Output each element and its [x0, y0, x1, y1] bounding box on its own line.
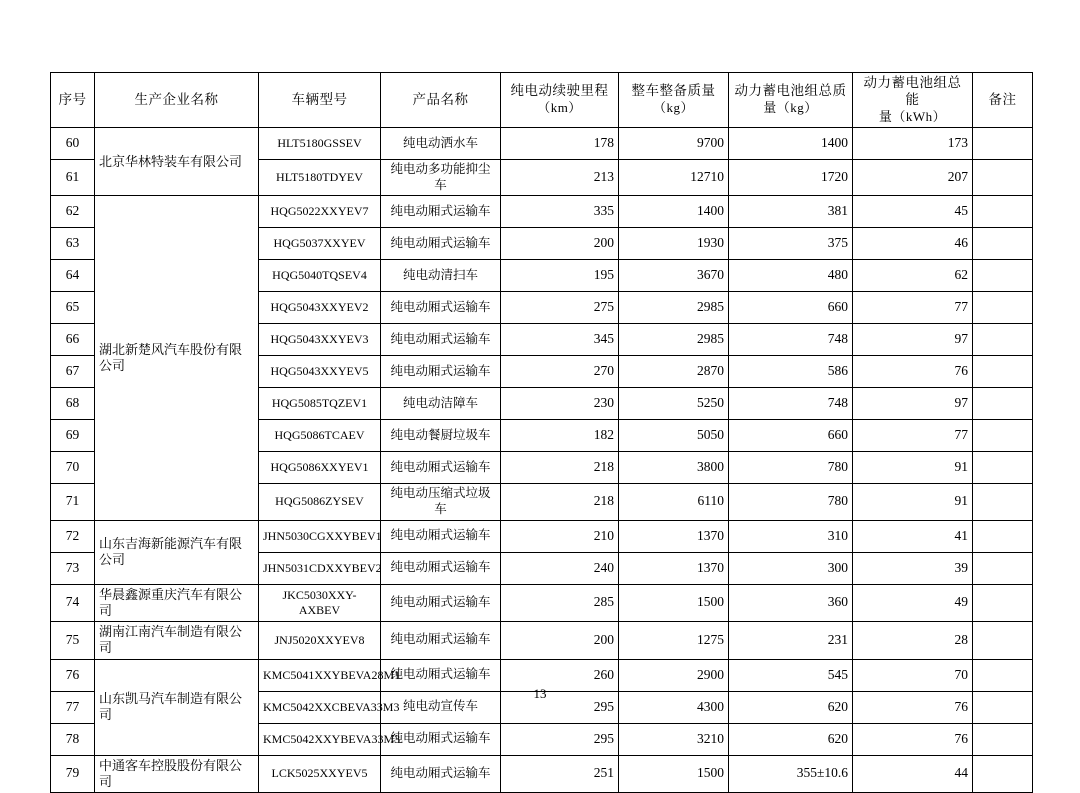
cell-range: 260	[501, 659, 619, 691]
cell-vehicle-model: HQG5022XXYEV7	[259, 196, 381, 228]
cell-battery-energy: 91	[853, 484, 973, 520]
cell-index: 77	[51, 691, 95, 723]
table-row	[51, 755, 1033, 793]
table-row	[51, 622, 1033, 660]
cell-battery-mass: 480	[729, 260, 853, 292]
cell-note	[973, 260, 1033, 292]
cell-note	[973, 723, 1033, 755]
cell-index: 74	[51, 584, 95, 622]
cell-manufacturer: 中通客车控股股份有限公司	[95, 755, 259, 793]
cell-product-name: 纯电动厢式运输车	[381, 659, 501, 691]
cell-index: 66	[51, 324, 95, 356]
cell-battery-mass: 545	[729, 659, 853, 691]
cell-index: 67	[51, 356, 95, 388]
cell-battery-mass: 231	[729, 622, 853, 660]
cell-battery-mass: 660	[729, 292, 853, 324]
cell-vehicle-model: LCK5025XXYEV5	[259, 755, 381, 793]
column-header-manufacturer	[95, 73, 259, 128]
cell-vehicle-model: HQG5040TQSEV4	[259, 260, 381, 292]
cell-range: 295	[501, 723, 619, 755]
cell-note	[973, 452, 1033, 484]
table-row	[51, 128, 1033, 160]
cell-manufacturer: 湖南江南汽车制造有限公司	[95, 622, 259, 660]
cell-battery-energy: 41	[853, 520, 973, 552]
cell-battery-energy: 70	[853, 659, 973, 691]
cell-product-name: 纯电动多功能抑尘车	[381, 160, 501, 196]
cell-index: 75	[51, 622, 95, 660]
cell-battery-mass: 780	[729, 452, 853, 484]
column-header-battery-mass-line1: 动力蓄电池组总质	[734, 83, 847, 99]
vehicle-catalog-table	[50, 72, 1033, 793]
column-header-vehicle-model	[259, 73, 381, 128]
cell-curb-mass: 1400	[619, 196, 729, 228]
table-row	[51, 196, 1033, 228]
cell-curb-mass: 6110	[619, 484, 729, 520]
column-header-curb-mass-line1: 整车整备质量	[631, 83, 716, 99]
cell-index: 76	[51, 659, 95, 691]
cell-manufacturer: 北京华林特装车有限公司	[95, 128, 259, 196]
cell-battery-energy: 62	[853, 260, 973, 292]
cell-battery-mass: 300	[729, 552, 853, 584]
cell-battery-mass: 375	[729, 228, 853, 260]
cell-range: 295	[501, 691, 619, 723]
cell-range: 240	[501, 552, 619, 584]
cell-vehicle-model: HQG5043XXYEV3	[259, 324, 381, 356]
cell-range: 218	[501, 452, 619, 484]
cell-product-name: 纯电动厢式运输车	[381, 292, 501, 324]
cell-product-name: 纯电动厢式运输车	[381, 324, 501, 356]
cell-manufacturer: 华晨鑫源重庆汽车有限公司	[95, 584, 259, 622]
column-header-index	[51, 73, 95, 128]
cell-vehicle-model: JNJ5020XXYEV8	[259, 622, 381, 660]
cell-index: 65	[51, 292, 95, 324]
cell-curb-mass: 5050	[619, 420, 729, 452]
cell-manufacturer: 山东凯马汽车制造有限公司	[95, 659, 259, 755]
cell-product-name: 纯电动清扫车	[381, 260, 501, 292]
cell-note	[973, 388, 1033, 420]
table-row	[51, 584, 1033, 622]
cell-battery-mass: 586	[729, 356, 853, 388]
cell-index: 61	[51, 160, 95, 196]
column-header-curb-mass	[619, 73, 729, 128]
cell-note	[973, 484, 1033, 520]
cell-product-name: 纯电动厢式运输车	[381, 356, 501, 388]
cell-battery-energy: 97	[853, 388, 973, 420]
cell-vehicle-model: HQG5043XXYEV2	[259, 292, 381, 324]
cell-note	[973, 420, 1033, 452]
column-header-battery-energy-line1: 动力蓄电池组总能	[863, 75, 962, 107]
cell-range: 200	[501, 228, 619, 260]
cell-note	[973, 228, 1033, 260]
cell-battery-mass: 310	[729, 520, 853, 552]
cell-battery-energy: 91	[853, 452, 973, 484]
cell-index: 62	[51, 196, 95, 228]
cell-battery-energy: 173	[853, 128, 973, 160]
cell-battery-mass: 660	[729, 420, 853, 452]
cell-curb-mass: 3210	[619, 723, 729, 755]
cell-vehicle-model: HQG5085TQZEV1	[259, 388, 381, 420]
cell-vehicle-model: JHN5031CDXXYBEV2	[259, 552, 381, 584]
column-header-product-name-line1: 产品名称	[412, 91, 469, 107]
cell-vehicle-model: KMC5042XXCBEVA33M3	[259, 691, 381, 723]
column-header-note-line1: 备注	[988, 91, 1017, 107]
column-header-battery-mass	[729, 73, 853, 128]
cell-battery-mass: 355±10.6	[729, 755, 853, 793]
table-header-row	[51, 73, 1033, 128]
cell-product-name: 纯电动宣传车	[381, 691, 501, 723]
cell-range: 178	[501, 128, 619, 160]
cell-range: 251	[501, 755, 619, 793]
cell-curb-mass: 2870	[619, 356, 729, 388]
column-header-index-line1: 序号	[58, 91, 87, 107]
cell-range: 213	[501, 160, 619, 196]
cell-curb-mass: 9700	[619, 128, 729, 160]
cell-note	[973, 520, 1033, 552]
cell-product-name: 纯电动厢式运输车	[381, 196, 501, 228]
cell-product-name: 纯电动洒水车	[381, 128, 501, 160]
column-header-battery-mass-line2: 量（kg）	[763, 100, 818, 116]
cell-battery-mass: 620	[729, 691, 853, 723]
column-header-note	[973, 73, 1033, 128]
cell-battery-energy: 39	[853, 552, 973, 584]
cell-range: 230	[501, 388, 619, 420]
cell-curb-mass: 1930	[619, 228, 729, 260]
cell-battery-energy: 76	[853, 691, 973, 723]
cell-note	[973, 356, 1033, 388]
table-header	[51, 73, 1033, 128]
cell-product-name: 纯电动厢式运输车	[381, 228, 501, 260]
cell-battery-energy: 76	[853, 356, 973, 388]
cell-index: 70	[51, 452, 95, 484]
column-header-range	[501, 73, 619, 128]
cell-vehicle-model: JHN5030CGXXYBEV1	[259, 520, 381, 552]
cell-battery-mass: 360	[729, 584, 853, 622]
cell-battery-energy: 77	[853, 292, 973, 324]
cell-product-name: 纯电动餐厨垃圾车	[381, 420, 501, 452]
cell-battery-mass: 1720	[729, 160, 853, 196]
cell-curb-mass: 1275	[619, 622, 729, 660]
cell-product-name: 纯电动洁障车	[381, 388, 501, 420]
cell-range: 285	[501, 584, 619, 622]
cell-product-name: 纯电动厢式运输车	[381, 755, 501, 793]
cell-product-name: 纯电动压缩式垃圾车	[381, 484, 501, 520]
cell-range: 200	[501, 622, 619, 660]
cell-battery-mass: 780	[729, 484, 853, 520]
cell-vehicle-model: HQG5086ZYSEV	[259, 484, 381, 520]
cell-note	[973, 196, 1033, 228]
cell-range: 182	[501, 420, 619, 452]
cell-battery-energy: 207	[853, 160, 973, 196]
cell-index: 68	[51, 388, 95, 420]
cell-note	[973, 552, 1033, 584]
cell-battery-mass: 381	[729, 196, 853, 228]
cell-manufacturer: 山东吉海新能源汽车有限公司	[95, 520, 259, 584]
column-header-battery-energy-line2: 量（kWh）	[878, 108, 947, 124]
cell-product-name: 纯电动厢式运输车	[381, 584, 501, 622]
cell-battery-energy: 77	[853, 420, 973, 452]
cell-index: 60	[51, 128, 95, 160]
cell-curb-mass: 1370	[619, 552, 729, 584]
cell-vehicle-model: HLT5180TDYEV	[259, 160, 381, 196]
cell-note	[973, 292, 1033, 324]
page-number: 13	[533, 686, 547, 701]
cell-battery-mass: 748	[729, 324, 853, 356]
cell-manufacturer: 湖北新楚风汽车股份有限公司	[95, 196, 259, 520]
cell-index: 71	[51, 484, 95, 520]
column-header-range-line1: 纯电动续驶里程	[510, 83, 609, 99]
cell-index: 63	[51, 228, 95, 260]
cell-battery-energy: 49	[853, 584, 973, 622]
cell-range: 275	[501, 292, 619, 324]
cell-note	[973, 128, 1033, 160]
cell-curb-mass: 3670	[619, 260, 729, 292]
cell-curb-mass: 4300	[619, 691, 729, 723]
cell-index: 73	[51, 552, 95, 584]
cell-vehicle-model: KMC5041XXYBEVA28M1	[259, 659, 381, 691]
cell-battery-mass: 1400	[729, 128, 853, 160]
vehicle-catalog-table-wrapper	[50, 72, 1032, 793]
cell-note	[973, 584, 1033, 622]
cell-note	[973, 755, 1033, 793]
column-header-battery-energy	[853, 73, 973, 128]
cell-range: 345	[501, 324, 619, 356]
cell-vehicle-model: HQG5043XXYEV5	[259, 356, 381, 388]
cell-curb-mass: 5250	[619, 388, 729, 420]
cell-curb-mass: 2900	[619, 659, 729, 691]
cell-vehicle-model: JKC5030XXY-AXBEV	[259, 584, 381, 622]
cell-curb-mass: 2985	[619, 292, 729, 324]
cell-vehicle-model: HQG5086TCAEV	[259, 420, 381, 452]
column-header-manufacturer-line1: 生产企业名称	[134, 91, 219, 107]
cell-curb-mass: 2985	[619, 324, 729, 356]
cell-note	[973, 160, 1033, 196]
cell-range: 195	[501, 260, 619, 292]
cell-range: 210	[501, 520, 619, 552]
column-header-product-name	[381, 73, 501, 128]
cell-product-name: 纯电动厢式运输车	[381, 520, 501, 552]
cell-range: 218	[501, 484, 619, 520]
cell-index: 72	[51, 520, 95, 552]
cell-battery-energy: 44	[853, 755, 973, 793]
cell-curb-mass: 1500	[619, 584, 729, 622]
cell-curb-mass: 3800	[619, 452, 729, 484]
cell-vehicle-model: HQG5086XXYEV1	[259, 452, 381, 484]
cell-index: 78	[51, 723, 95, 755]
cell-product-name: 纯电动厢式运输车	[381, 622, 501, 660]
cell-battery-energy: 28	[853, 622, 973, 660]
cell-note	[973, 622, 1033, 660]
cell-index: 69	[51, 420, 95, 452]
cell-range: 270	[501, 356, 619, 388]
table-row	[51, 520, 1033, 552]
cell-curb-mass: 1370	[619, 520, 729, 552]
cell-product-name: 纯电动厢式运输车	[381, 452, 501, 484]
cell-battery-mass: 620	[729, 723, 853, 755]
column-header-range-line2: （km）	[537, 100, 582, 116]
cell-vehicle-model: KMC5042XXYBEVA33M3	[259, 723, 381, 755]
cell-battery-energy: 97	[853, 324, 973, 356]
cell-battery-energy: 45	[853, 196, 973, 228]
cell-vehicle-model: HLT5180GSSEV	[259, 128, 381, 160]
cell-index: 64	[51, 260, 95, 292]
cell-curb-mass: 1500	[619, 755, 729, 793]
cell-battery-energy: 46	[853, 228, 973, 260]
cell-battery-energy: 76	[853, 723, 973, 755]
cell-curb-mass: 12710	[619, 160, 729, 196]
cell-note	[973, 324, 1033, 356]
column-header-vehicle-model-line1: 车辆型号	[291, 91, 348, 107]
cell-battery-mass: 748	[729, 388, 853, 420]
column-header-curb-mass-line2: （kg）	[652, 100, 694, 116]
cell-vehicle-model: HQG5037XXYEV	[259, 228, 381, 260]
cell-range: 335	[501, 196, 619, 228]
cell-product-name: 纯电动厢式运输车	[381, 723, 501, 755]
cell-index: 79	[51, 755, 95, 793]
cell-product-name: 纯电动厢式运输车	[381, 552, 501, 584]
